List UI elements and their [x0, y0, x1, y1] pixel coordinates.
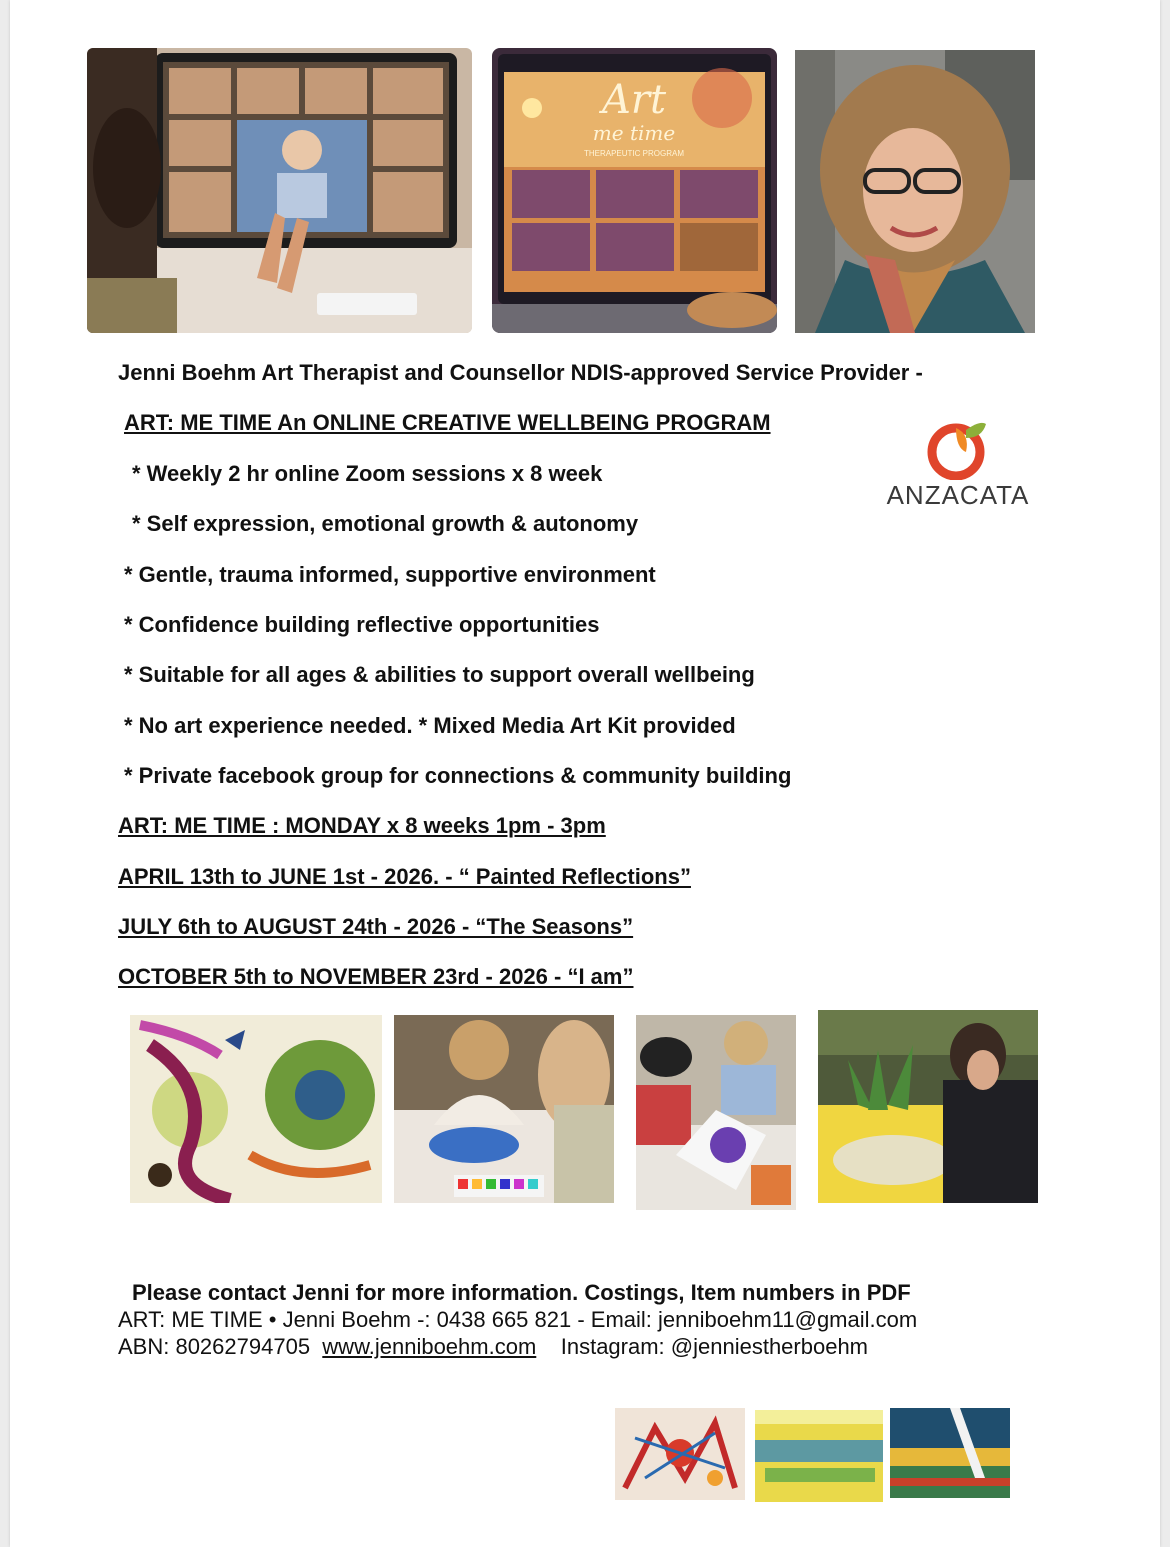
instagram-handle: Instagram: @jenniestherboehm — [560, 1334, 869, 1359]
abstract-painting-photo — [130, 1015, 382, 1203]
svg-text:me time: me time — [592, 121, 676, 145]
program-title: ART: ME TIME An ONLINE CREATIVE WELLBEING PROGRAM — [124, 410, 771, 435]
art-me-time-laptop-graphic — [492, 48, 777, 333]
feature-item: * Suitable for all ages & abilities to support overall wellbeing — [124, 662, 755, 687]
schedule-item: ART: ME TIME : MONDAY x 8 weeks 1pm - 3pm — [118, 813, 606, 838]
abn-number: ABN: 80262794705 — [118, 1334, 311, 1359]
feature-item: * Confidence building reflective opportunities — [124, 612, 600, 637]
feature-item: * Private facebook group for connections & community building — [124, 763, 792, 788]
anzacata-logo-icon — [926, 418, 990, 480]
website-link[interactable]: www.jenniboehm.com — [322, 1334, 537, 1359]
provider-line: Jenni Boehm Art Therapist and Counsellor NDIS-approved Service Provider - — [118, 360, 923, 385]
svg-text:THERAPEUTIC PROGRAM: THERAPEUTIC PROGRAM — [583, 149, 685, 158]
feature-item: * No art experience needed. * Mixed Media Art Kit provided — [124, 713, 736, 738]
schedule-item: JULY 6th to AUGUST 24th - 2026 - “The Seasons” — [118, 914, 634, 939]
painting-session-photo — [394, 1015, 614, 1203]
contact-heading: Please contact Jenni for more information. Costings, Item numbers in PDF — [132, 1280, 911, 1305]
artwork-thumbnail-yellow-blue — [755, 1410, 883, 1502]
artwork-thumbnail-landscape — [890, 1408, 1010, 1498]
feature-item: * Self expression, emotional growth & autonomy — [132, 511, 639, 536]
svg-text:Art: Art — [601, 77, 667, 123]
abn-line — [118, 1334, 868, 1360]
portrait-photo — [795, 50, 1035, 333]
anzacata-logo-text: ANZACATA — [886, 480, 1030, 510]
artwork-thumbnail-red — [615, 1408, 745, 1500]
feature-item: * Gentle, trauma informed, supportive environment — [124, 562, 656, 587]
anzacata-logo — [878, 418, 1038, 513]
flyer-page — [10, 0, 1160, 1547]
feature-item: * Weekly 2 hr online Zoom sessions x 8 week — [132, 461, 603, 486]
schedule-item: OCTOBER 5th to NOVEMBER 23rd - 2026 - “I am” — [118, 964, 634, 989]
art-activity-photo — [636, 1015, 796, 1210]
contact-line: ART: ME TIME • Jenni Boehm -: 0438 665 821 - Email: jenniboehm11@gmail.com — [118, 1307, 918, 1332]
outdoor-painting-photo — [818, 1010, 1038, 1203]
schedule-item: APRIL 13th to JUNE 1st - 2026. - “ Painted Reflections” — [118, 864, 691, 889]
video-call-photo — [87, 48, 472, 333]
